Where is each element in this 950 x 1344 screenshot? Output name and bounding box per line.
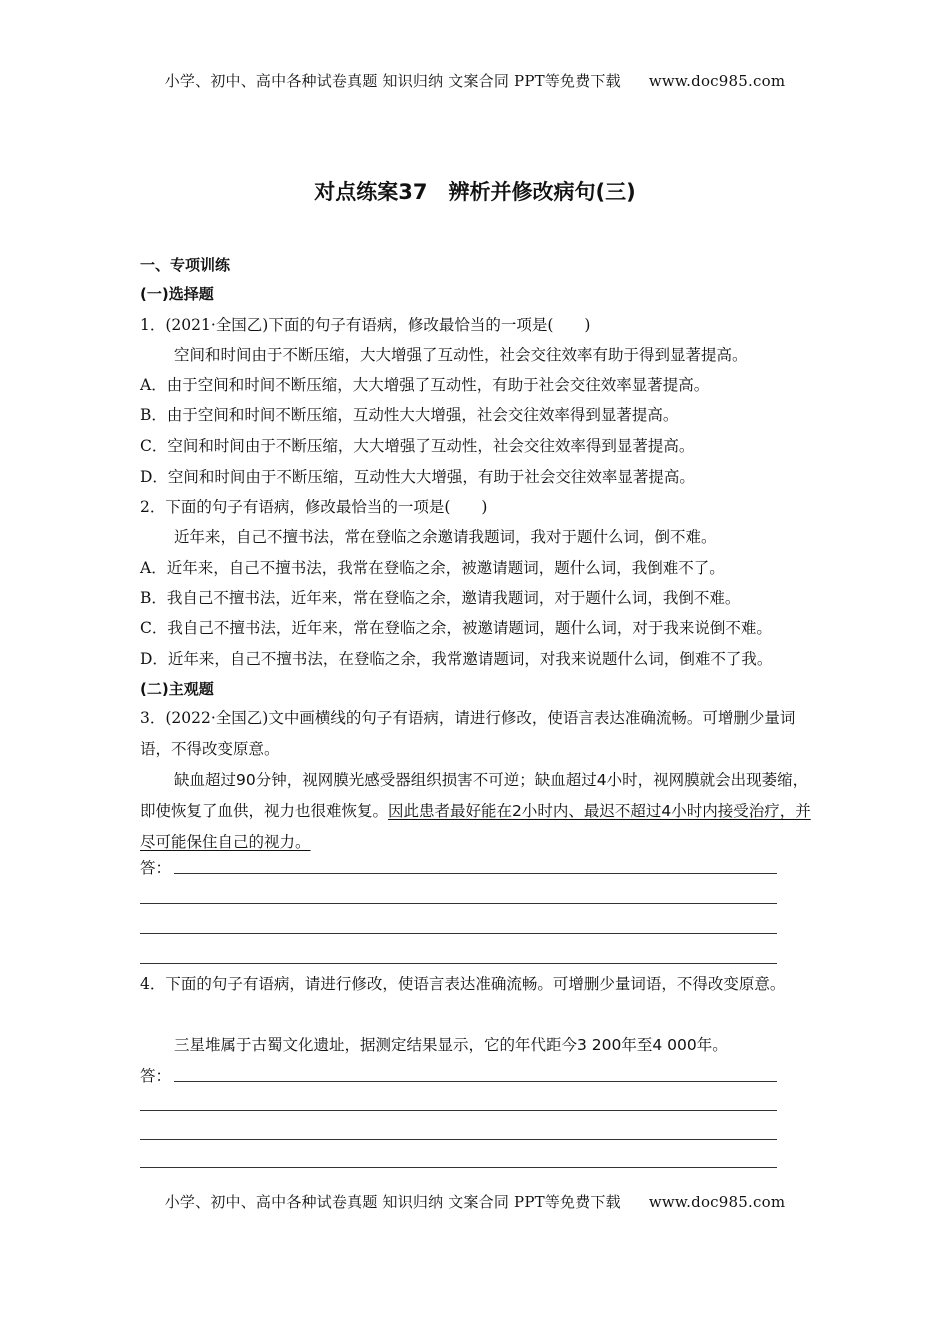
question-3-answer-line-3[interactable] <box>140 933 777 934</box>
part-heading-subjective: (二)主观题 <box>140 680 214 698</box>
question-2-option-b[interactable]: B．我自己不擅书法，近年来，常在登临之余，邀请我题词，对于题什么词，我倒不难。 <box>140 589 741 607</box>
question-4-sentence: 三星堆属于古蜀文化遗址，据测定结果显示，它的年代距今3 200年至4 000年。 <box>174 1036 728 1054</box>
page-header <box>0 70 950 91</box>
page-footer <box>0 1191 950 1212</box>
question-3-stem: 3．(2022·全国乙)文中画横线的句子有语病，请进行修改，使语言表达准确流畅。可增删少量词语，不得改变原意。 <box>140 709 796 758</box>
question-3-answer-line-4[interactable] <box>140 963 777 964</box>
question-3-underlined-sentence: 因此患者最好能在2小时内、最迟不超过4小时内接受治疗，并尽可能保住自己的视力。 <box>140 802 811 851</box>
question-4-answer-line-1[interactable] <box>174 1081 777 1082</box>
part-heading-choice: (一)选择题 <box>140 285 214 303</box>
question-1-option-d[interactable]: D．空间和时间由于不断压缩，互动性大大增强，有助于社会交往效率显著提高。 <box>140 468 695 486</box>
question-1-option-a[interactable]: A．由于空间和时间不断压缩，大大增强了互动性，有助于社会交往效率显著提高。 <box>140 376 710 394</box>
question-4-answer-label: 答： <box>140 1067 172 1085</box>
question-1-option-c[interactable]: C．空间和时间由于不断压缩，大大增强了互动性，社会交往效率得到显著提高。 <box>140 437 695 455</box>
question-4-answer-line-3[interactable] <box>140 1139 777 1140</box>
question-2-option-d[interactable]: D．近年来，自己不擅书法，在登临之余，我常邀请题词，对我来说题什么词，倒难不了我。 <box>140 650 773 668</box>
question-1-option-b[interactable]: B．由于空间和时间不断压缩，互动性大大增强，社会交往效率得到显著提高。 <box>140 406 679 424</box>
question-3-passage <box>140 765 812 858</box>
question-4-answer-line-2[interactable] <box>140 1110 777 1111</box>
document-title: 对点练案37 辨析并修改病句(三) <box>314 180 636 204</box>
question-4-answer-line-4[interactable] <box>140 1167 777 1168</box>
question-2-stem: 2．下面的句子有语病，修改最恰当的一项是( ) <box>140 498 488 516</box>
question-3-answer-line-2[interactable] <box>140 903 777 904</box>
question-1-sentence: 空间和时间由于不断压缩，大大增强了互动性，社会交往效率有助于得到显著提高。 <box>174 346 748 364</box>
question-2-option-a[interactable]: A．近年来，自己不擅书法，我常在登临之余，被邀请题词，题什么词，我倒难不了。 <box>140 559 725 577</box>
section-heading: 一、专项训练 <box>140 256 231 274</box>
question-2-option-c[interactable]: C．我自己不擅书法，近年来，常在登临之余，被邀请题词，题什么词，对于我来说倒不难。 <box>140 619 772 637</box>
footer-site-link[interactable]: www.doc985.com <box>648 1193 786 1211</box>
question-3-passage-plain: 缺血超过90分钟，视网膜光感受器组织损害不可逆；缺血超过4小时，视网膜就会出现萎缩，即使恢复了血供，视力也很难恢复。 <box>140 771 809 820</box>
question-3-answer-line-1[interactable] <box>174 873 777 874</box>
header-text: 小学、初中、高中各种试卷真题 知识归纳 文案合同 PPT等免费下载 <box>164 72 621 90</box>
question-3-answer-label: 答： <box>140 859 172 877</box>
question-1-stem: 1．(2021·全国乙)下面的句子有语病，修改最恰当的一项是( ) <box>140 316 591 334</box>
question-4-stem: 4．下面的句子有语病，请进行修改，使语言表达准确流畅。可增删少量词语，不得改变原意。 <box>140 975 786 993</box>
question-2-sentence: 近年来，自己不擅书法，常在登临之余邀请我题词，我对于题什么词，倒不难。 <box>174 528 717 546</box>
footer-text: 小学、初中、高中各种试卷真题 知识归纳 文案合同 PPT等免费下载 <box>164 1193 621 1211</box>
header-site-link[interactable]: www.doc985.com <box>648 72 786 90</box>
